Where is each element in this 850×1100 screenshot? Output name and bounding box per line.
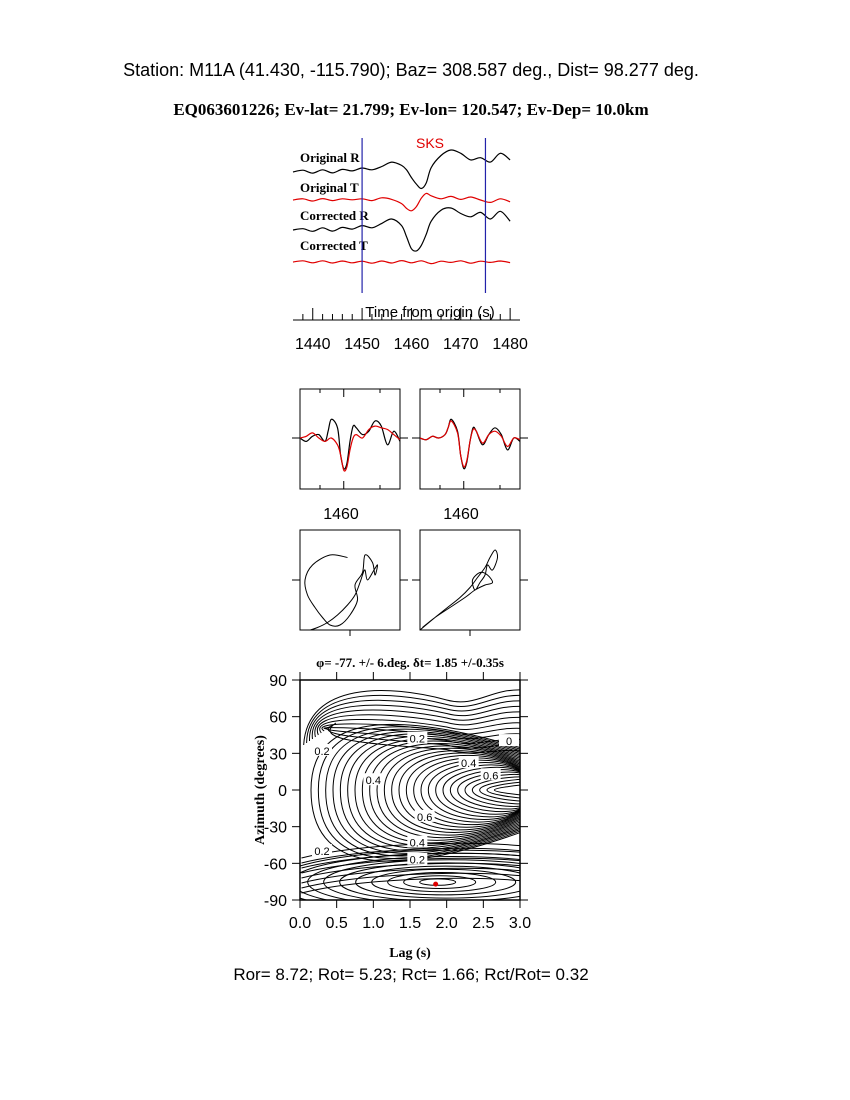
contour-line [404,876,476,889]
time-tick-label: 1470 [442,336,479,353]
seismogram-panel [293,135,528,353]
contour-line [494,784,540,796]
waveform-trace-red [420,421,520,467]
phase-label: SKS [415,135,445,151]
contour-value-label: 0.4 [365,775,381,788]
lag-tick-label: 0.0 [288,915,312,932]
azimuth-tick-label: -30 [263,819,287,837]
waveform-panel-corrected [412,389,528,523]
azimuth-tick-label: -60 [263,856,287,874]
contour-line [301,873,523,888]
energy-contour-panel [253,655,636,961]
lag-tick-label: 2.5 [472,915,495,932]
contour-value-label: 0.6 [483,770,499,783]
event-header: EQ063601226; Ev-lat= 21.799; Ev-lon= 120.547; Ev-Dep= 10.0km [173,100,649,119]
contour-value-label: 0.2 [314,846,330,859]
azimuth-tick-label: 0 [278,783,287,800]
azimuth-tick-label: -90 [263,893,287,910]
time-tick-label: 1480 [492,336,528,353]
particle-motion-trace [420,550,498,630]
contour-value-label: 0.2 [314,745,330,758]
particle-motion-panel-corrected [412,530,528,636]
waveform-tick-label-original: 1460 [323,506,359,523]
lag-tick-label: 1.0 [362,915,385,932]
waveform-trace-red [300,426,400,471]
lag-tick-label: 3.0 [508,915,532,932]
trace-label-corrected-r: Corrected R [300,208,369,223]
time-axis-label: Time from origin (s) [365,304,495,321]
trace-label-original-t: Original T [300,180,359,195]
azimuth-tick-label: 30 [269,746,287,764]
contour-line [292,853,616,911]
lag-tick-label: 2.0 [435,915,458,932]
lag-tick-label: 0.5 [325,915,348,932]
contour-value-label: 0.2 [409,854,425,867]
waveform-panel-original [292,389,408,523]
azimuth-tick-label: 60 [269,709,287,727]
lag-axis-label: Lag (s) [389,946,431,961]
trace-label-original-r: Original R [300,150,360,165]
waveform-trace-black [300,419,400,469]
azimuth-tick-label: 90 [269,673,287,690]
lag-tick-label: 1.5 [398,915,422,932]
time-tick-label: 1450 [344,336,380,353]
station-header: Station: M11A (41.430, -115.790); Baz= 308.587 deg., Dist= 98.277 deg. [123,60,699,80]
azimuth-axis-label: Azimuth (degrees) [253,735,268,845]
best-fit-marker [433,882,438,887]
particle-motion-trace [305,555,378,630]
contour-value-label: 0.6 [417,811,433,824]
particle-motion-panel-original [292,530,408,636]
waveform-tick-label-corrected: 1460 [443,506,479,523]
trace-corrected-t [293,261,510,264]
trace-label-corrected-t: Corrected T [300,238,368,253]
contour-line [301,878,523,893]
contour-title: φ= -77. +/- 6.deg. δt= 1.85 +/-0.35s [316,655,504,670]
particle-frame-corrected [420,530,520,630]
ratios-footer: Ror= 8.72; Rot= 5.23; Rct= 1.66; Rct/Rot= 0.32 [233,965,589,984]
contour-value-label: 0.2 [409,733,425,746]
time-tick-label: 1440 [294,336,331,353]
contour-value-label: 0.4 [461,758,477,771]
contour-value-label: 0 [505,736,513,749]
contour-value-label: 0.4 [409,837,425,850]
time-tick-label: 1460 [393,336,430,353]
